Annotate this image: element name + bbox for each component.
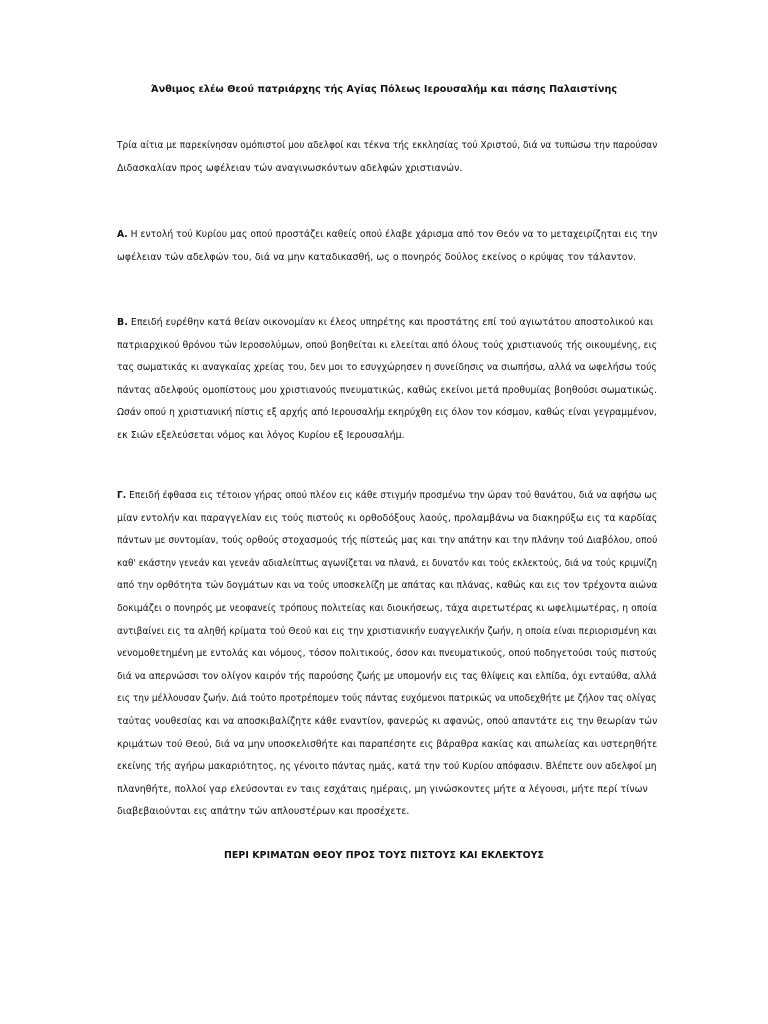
paragraph-line: διαβεβαιούνται εις απάτην τών απλουστέρων και προσέχετε. (117, 806, 410, 818)
paragraph-line: καθ' εκάστην γενεάν και γενεάν αδιαλείπτως αγωνίζεται να πλανά, ει δυνατόν και τούς εκλεκτούς, διά να τούς κριμνίζη (117, 557, 658, 569)
section-a-marker: Α. (117, 229, 128, 240)
paragraph-line: πλανηθήτε, πολλοί γαρ ελεύσονται εν ταις εσχάταις ημέραις, μη γινώσκοντες μήτε α λέγουσι, μήτε περί τίνων (117, 783, 648, 795)
section-heading: ΠΕΡΙ ΚΡΙΜΑΤΩΝ ΘΕΟΥ ΠΡΟΣ ΤΟΥΣ ΠΙΣΤΟΥΣ ΚΑΙ ΕΚΛΕΚΤΟΥΣ (223, 850, 545, 861)
paragraph-text: Επειδή έφθασα εις τέτοιον γήρας οπού πλέον εις κάθε στιγμήν προσμένω την ώραν τού θανάτου, διά να αφήσω ως (126, 490, 658, 501)
paragraph-line: αντιβαίνει εις τα αληθή κρίματα τού Θεού και εις την χριστιανικήν ευαγγελικήν ζωήν, η οποία είναι περιορισμένη και (117, 625, 657, 637)
intro-paragraph (117, 135, 657, 180)
section-b-paragraph (117, 312, 657, 448)
paragraph-line: δοκιμάζει ο πονηρός με νεοφανείς τρόπους πολιτείας και διοικήσεως, τάχα αιρετωτέρας κι ωφελιμωτέρας, η οποία (117, 602, 658, 614)
paragraph-line: ταύτας νουθεσίας και να αποσκιβαλίζητε κάθε εναντίον, φανερώς κι αφανώς, οπού απαντάτε εις την θεωρίαν τών (117, 715, 658, 727)
paragraph-line: τας σωματικάς κι αναγκαίας χρείας του, δεν μοι το εσυγχώρησεν η συνείδησις να σιωπήσω, αλλά να ωφελήσω τούς (117, 362, 657, 374)
paragraph-line: από την ορθότητα τών δογμάτων και να τούς υποσκελίζη με απάτας και πλάνας, καθώς και εις τον τρέχοντα αιώνα (117, 580, 658, 592)
paragraph-line: πατριαρχικού θρόνου τών Ιεροσολύμων, οπού βοηθείται κι ελεείται από όλους τούς χριστιανούς τής οικουμένης, εις (117, 339, 658, 351)
paragraph-line (117, 312, 657, 335)
paragraph-line: εις την μέλλουσαν ζωήν. Διά τούτο προτρέπομεν τούς πάντας ευχόμενοι πατρικώς να υποδεχθήτε με ζήλον τας ολίγας (117, 693, 657, 705)
paragraph-line (117, 224, 658, 247)
paragraph-line: εκ Σιών εξελεύσεται νόμος και λόγος Κυρίου εξ Ιερουσαλήμ. (117, 429, 405, 441)
paragraph-line: Διδασκαλίαν προς ωφέλειαν τών αναγινωσκόντων αδελφών χριστιανών. (117, 162, 463, 174)
paragraph-text: Η εντολή τού Κυρίου μας οπού προστάζει καθείς οπού έλαβε χάρισμα από τον Θεόν να το μεταχειρίζηται εις την (127, 229, 658, 240)
paragraph-line (117, 485, 658, 508)
paragraph-line: κριμάτων τού Θεού, διά να μην υποσκελισθήτε και παραπέσητε εις βάραθρα κακίας και απωλείας και υστερηθήτε (117, 738, 658, 750)
document-title: Άνθιμος ελέω Θεού πατριάρχης τής Αγίας Πόλεως Ιερουσαλήμ και πάσης Παλαιστίνης (150, 84, 618, 95)
paragraph-line: μίαν εντολήν και παραγγελίαν εις τούς πιστούς κι ορθοδόξους λαούς, προλαμβάνω να διακηρύξω εις τα καρδίας (117, 512, 658, 524)
paragraph-line: πάντας αδελφούς ομοπίστους μου χριστιανούς πνευματικώς, καθώς εκείνοι μετά προθυμίας βοηθούσι σωματικώς. (117, 384, 658, 396)
paragraph-line: εκείνης τής αγήρω μακαριότητος, ης γένοιτο πάντας ημάς, κατά την τού Κυρίου απόφασιν. Βλέπετε ουν αδελφοί μη (117, 761, 657, 773)
paragraph-text: Επειδή ευρέθην κατά θείαν οικονομίαν κι έλεος υπηρέτης και προστάτης επί τού αγιωτάτου αποστολικού και (127, 317, 654, 328)
section-b-marker: Β. (117, 317, 128, 328)
paragraph-line: Τρία αίτια με παρεκίνησαν ομόπιστοί μου αδελφοί και τέκνα τής εκκλησίας τού Χριστού, διά να τυπώσω την παρούσαν (117, 140, 658, 151)
paragraph-line: διά να απερνώσσι τον ολίγον καιρόν τής παρούσης ζωής με υπομονήν εις τας θλίψεις και ελπίδα, όχι ενταύθα, αλλά (117, 670, 657, 682)
paragraph-line: πάντων με συντομίαν, τούς ορθούς στοχασμούς τής πίστεώς μας και την απάτην και την πλάνην τού Διαβόλου, οπού (117, 535, 658, 547)
paragraph-line: νενομοθετημένη με εντολάς και νόμους, τόσον πολιτικούς, όσον και πνευματικούς, οπού ποδηγετούσι τούς πιστούς (117, 648, 658, 660)
paragraph-line: Ωσάν οπού η χριστιανική πίστις εξ αρχής από Ιερουσαλήμ εκηρύχθη εις όλον τον κόσμον, καθώς είναι γεγραμμένον, (117, 407, 657, 419)
section-c-marker: Γ. (117, 490, 127, 501)
paragraph-line: ωφέλειαν τών αδελφών του, διά να μην καταδικασθή, ως ο πονηρός δούλος εκείνος ο κρύψας τον τάλαντον. (117, 251, 637, 263)
section-c-paragraph (117, 485, 657, 824)
section-a-paragraph (117, 224, 657, 269)
